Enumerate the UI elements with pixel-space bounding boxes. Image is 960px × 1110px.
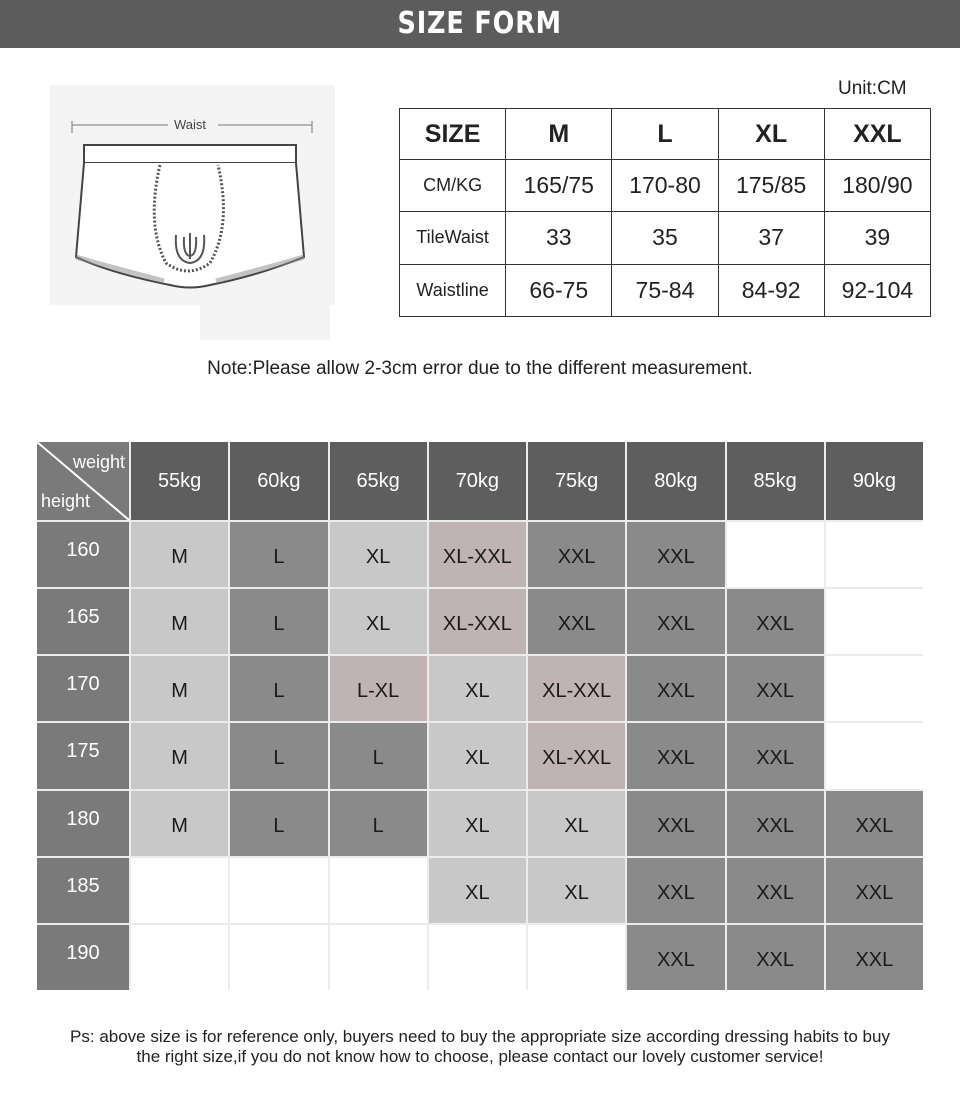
header-cell: M	[506, 109, 612, 160]
disclaimer-line: Ps: above size is for reference only, buyers need to buy the appropriate size according dressing habits to buy	[70, 1027, 890, 1046]
size-cell: XL	[528, 858, 625, 923]
size-cell	[528, 925, 625, 990]
size-cell	[826, 589, 923, 654]
size-cell: XL	[429, 858, 526, 923]
table-cell: 170-80	[612, 160, 718, 212]
size-cell: XXL	[627, 791, 724, 856]
size-table	[399, 108, 931, 317]
size-cell: L	[230, 723, 327, 788]
weight-header: 60kg	[230, 442, 327, 520]
size-cell: XXL	[627, 589, 724, 654]
size-cell: M	[131, 522, 228, 587]
size-cell: XL-XXL	[429, 522, 526, 587]
size-cell: XL	[330, 522, 427, 587]
size-cell: XXL	[627, 522, 724, 587]
height-header: 160	[37, 522, 129, 587]
height-header: 175	[37, 723, 129, 788]
size-cell: M	[131, 656, 228, 721]
size-cell: L-XL	[330, 656, 427, 721]
size-cell: XXL	[727, 656, 824, 721]
size-cell: L	[230, 522, 327, 587]
table-cell: 66-75	[506, 264, 612, 316]
table-cell: 75-84	[612, 264, 718, 316]
size-cell: XXL	[627, 858, 724, 923]
header-cell: XXL	[824, 109, 930, 160]
row-label: Waistline	[400, 264, 506, 316]
size-cell	[230, 925, 327, 990]
page-title: SIZE FORM	[397, 6, 563, 41]
table-row	[400, 212, 931, 264]
table-cell: 92-104	[824, 264, 930, 316]
weight-header: 90kg	[826, 442, 923, 520]
weight-header: 80kg	[627, 442, 724, 520]
size-cell: XXL	[627, 656, 724, 721]
header-cell: XL	[718, 109, 824, 160]
size-cell	[826, 656, 923, 721]
table-cell: 165/75	[506, 160, 612, 212]
size-cell: XXL	[826, 791, 923, 856]
size-cell: L	[330, 723, 427, 788]
size-cell	[429, 925, 526, 990]
height-header: 170	[37, 656, 129, 721]
boxer-briefs-icon	[50, 85, 335, 340]
size-cell: XXL	[727, 723, 824, 788]
row-label: CM/KG	[400, 160, 506, 212]
size-cell: L	[330, 791, 427, 856]
disclaimer-line: the right size,if you do not know how to choose, please contact our lovely customer service!	[136, 1047, 824, 1066]
size-cell: M	[131, 723, 228, 788]
table-cell: 37	[718, 212, 824, 264]
weight-header: 55kg	[131, 442, 228, 520]
size-cell: XL	[429, 656, 526, 721]
size-cell	[330, 925, 427, 990]
row-label: TileWaist	[400, 212, 506, 264]
weight-height-chart	[37, 442, 923, 990]
size-table-header	[400, 109, 931, 160]
size-cell: XL	[429, 723, 526, 788]
height-header: 190	[37, 925, 129, 990]
size-cell: L	[230, 589, 327, 654]
size-cell: L	[230, 791, 327, 856]
weight-label: weight	[72, 452, 125, 472]
reference-disclaimer	[0, 1027, 960, 1067]
size-cell: XL-XXL	[528, 656, 625, 721]
size-cell: XL	[429, 791, 526, 856]
table-row	[400, 264, 931, 316]
height-label: height	[41, 491, 91, 511]
size-cell: M	[131, 791, 228, 856]
size-cell	[727, 522, 824, 587]
corner-cell	[37, 442, 129, 520]
underwear-diagram	[50, 85, 335, 340]
size-cell: XXL	[727, 858, 824, 923]
table-cell: 35	[612, 212, 718, 264]
size-cell: XXL	[826, 858, 923, 923]
size-cell: XL-XXL	[429, 589, 526, 654]
size-cell: XL	[528, 791, 625, 856]
waist-label: Waist	[174, 117, 207, 132]
measurement-note: Note:Please allow 2-3cm error due to the different measurement.	[207, 358, 753, 379]
weight-header: 75kg	[528, 442, 625, 520]
size-cell: XXL	[627, 723, 724, 788]
header-cell: SIZE	[400, 109, 506, 160]
table-row	[400, 160, 931, 212]
height-header: 180	[37, 791, 129, 856]
table-cell: 39	[824, 212, 930, 264]
size-cell: XXL	[528, 522, 625, 587]
size-cell: XXL	[727, 925, 824, 990]
weight-header: 65kg	[330, 442, 427, 520]
weight-header: 70kg	[429, 442, 526, 520]
size-cell	[330, 858, 427, 923]
page-banner	[0, 0, 960, 48]
weight-header: 85kg	[727, 442, 824, 520]
size-cell: XXL	[627, 925, 724, 990]
header-cell: L	[612, 109, 718, 160]
size-cell: XL-XXL	[528, 723, 625, 788]
size-cell: XXL	[826, 925, 923, 990]
size-cell	[826, 723, 923, 788]
size-cell	[131, 925, 228, 990]
size-cell: XXL	[528, 589, 625, 654]
height-header: 165	[37, 589, 129, 654]
unit-label: Unit:CM	[838, 78, 907, 99]
table-cell: 180/90	[824, 160, 930, 212]
size-cell	[230, 858, 327, 923]
size-cell	[826, 522, 923, 587]
size-cell: L	[230, 656, 327, 721]
table-cell: 33	[506, 212, 612, 264]
size-cell: XL	[330, 589, 427, 654]
table-cell: 175/85	[718, 160, 824, 212]
size-cell: M	[131, 589, 228, 654]
size-cell: XXL	[727, 589, 824, 654]
table-cell: 84-92	[718, 264, 824, 316]
size-cell	[131, 858, 228, 923]
size-cell: XXL	[727, 791, 824, 856]
height-header: 185	[37, 858, 129, 923]
